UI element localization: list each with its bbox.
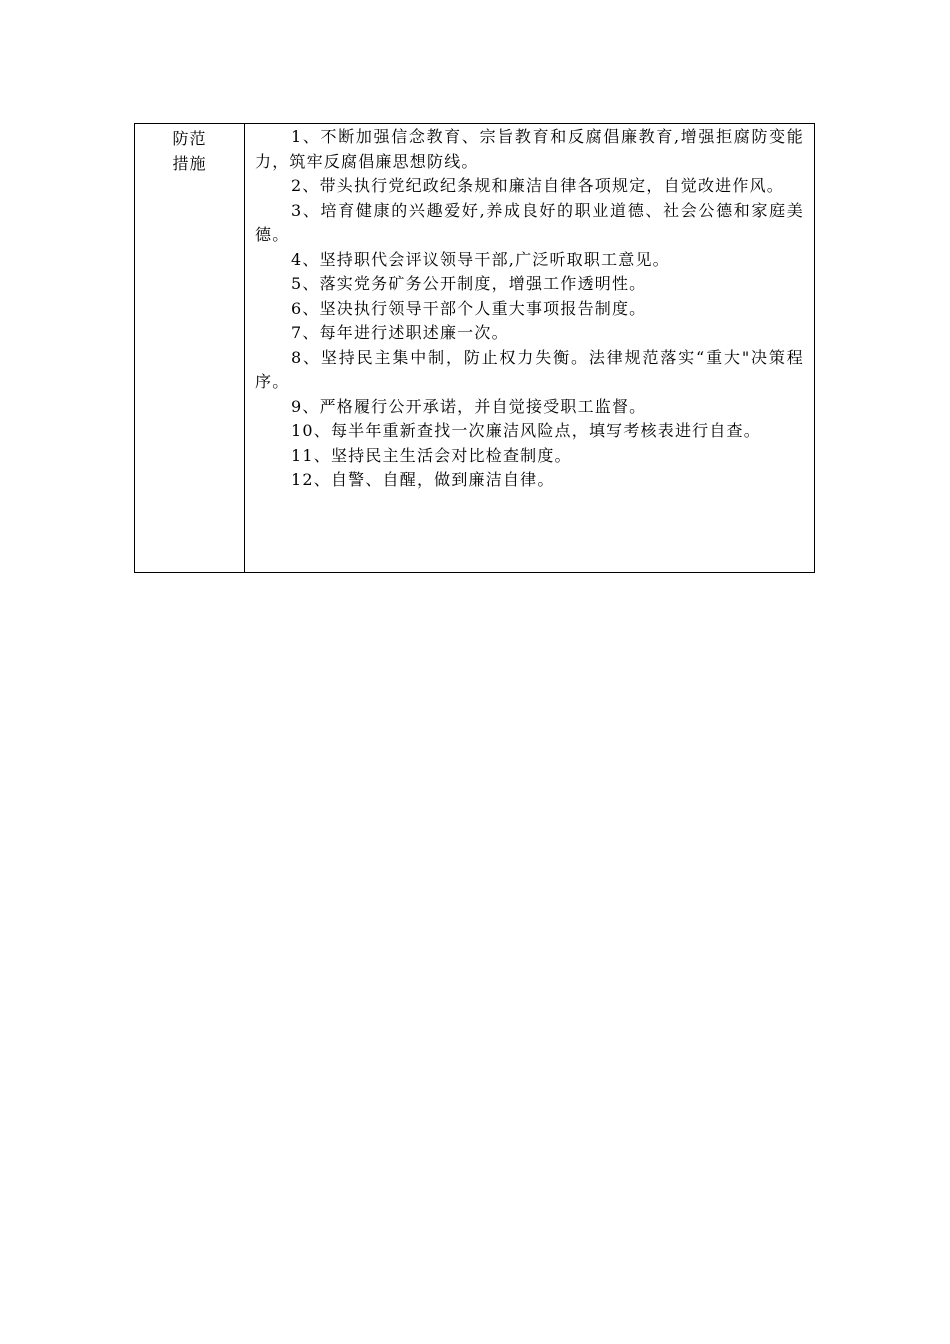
measure-item-11: 11、坚持民主生活会对比检查制度。 [291, 445, 572, 465]
measure-item-6: 6、坚决执行领导干部个人重大事项报告制度。 [291, 298, 647, 318]
measure-item-3: 3、培育健康的兴趣爱好,养成良好的职业道德、社会公德和家庭美德。 [255, 200, 804, 244]
measure-item-10: 10、每半年重新查找一次廉洁风险点，填写考核表进行自查。 [291, 421, 761, 440]
measure-item-8: 8、坚持民主集中制，防止权力失衡。法律规范落实“重大"决策程序。 [255, 347, 804, 391]
measure-item-2: 2、带头执行党纪政纪条规和廉洁自律各项规定，自觉改进作风。 [291, 176, 784, 195]
measure-item-5: 5、落实党务矿务公开制度，增强工作透明性。 [291, 274, 647, 293]
measure-item-4: 4、坚持职代会评议领导干部,广泛听取职工意见。 [291, 249, 670, 269]
content-cell [245, 124, 814, 572]
measure-item-12: 12、自警、自醒，做到廉洁自律。 [291, 470, 555, 489]
measure-item-1: 1、不断加强信念教育、宗旨教育和反腐倡廉教育,增强拒腐防变能力，筑牢反腐倡廉思想防线。 [255, 127, 804, 171]
measure-item-9: 9、严格履行公开承诺，并自觉接受职工监督。 [291, 396, 647, 416]
measures-table [134, 123, 815, 573]
label-line-1: 防范 [172, 129, 207, 148]
label-line-2: 措施 [172, 154, 207, 173]
measure-item-7: 7、每年进行述职述廉一次。 [291, 323, 509, 342]
label-cell [135, 124, 245, 572]
